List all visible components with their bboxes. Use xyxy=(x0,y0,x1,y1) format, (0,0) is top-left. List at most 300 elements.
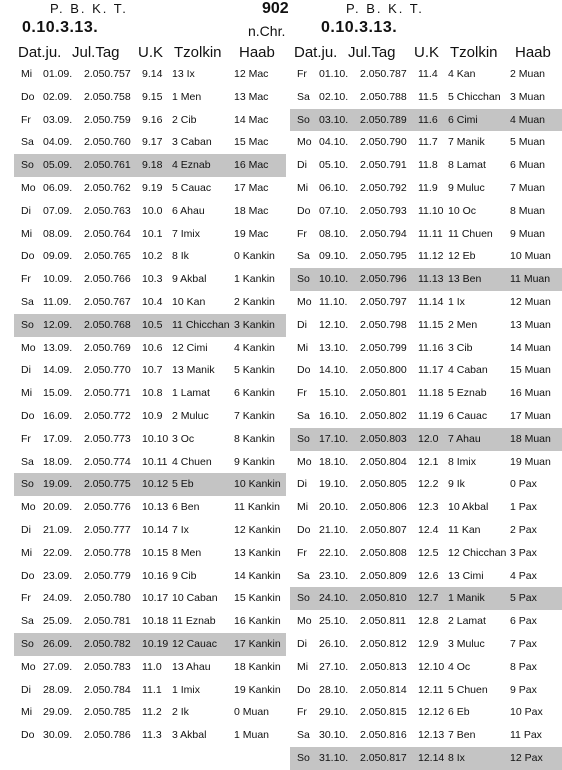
uk-value: 10.3 xyxy=(142,273,163,286)
weekday: Mi xyxy=(297,181,309,194)
header-date: Dat.ju. xyxy=(294,44,338,61)
haab-value: 18 Muan xyxy=(510,432,551,445)
weekday: Do xyxy=(21,250,35,263)
uk-value: 10.14 xyxy=(142,523,169,536)
tzolkin-value: 3 Akbal xyxy=(172,729,207,742)
date: 29.09. xyxy=(43,706,73,719)
date: 04.09. xyxy=(43,136,73,149)
weekday: Fr xyxy=(297,227,307,240)
table-row xyxy=(290,473,562,496)
weekday: Sa xyxy=(297,729,310,742)
julian-day: 2.050.782 xyxy=(84,637,131,650)
date: 06.10. xyxy=(319,181,349,194)
tzolkin-value: 8 Ik xyxy=(172,250,189,263)
date: 02.09. xyxy=(43,90,73,103)
weekday: Di xyxy=(21,204,31,217)
table-row-sunday xyxy=(290,109,562,132)
weekday: Mo xyxy=(21,181,36,194)
julian-day: 2.050.771 xyxy=(84,387,131,400)
table-row xyxy=(14,131,286,154)
weekday: Mi xyxy=(21,387,33,400)
weekday: So xyxy=(297,113,310,126)
weekday: Mi xyxy=(21,546,33,559)
haab-value: 7 Pax xyxy=(510,637,537,650)
date: 24.10. xyxy=(319,592,349,605)
julian-day: 2.050.807 xyxy=(360,523,407,536)
julian-day: 2.050.786 xyxy=(84,729,131,742)
uk-value: 11.6 xyxy=(418,113,438,126)
table-row xyxy=(14,63,286,86)
weekday: Do xyxy=(297,523,311,536)
julian-day: 2.050.778 xyxy=(84,546,131,559)
haab-value: 9 Kankin xyxy=(234,455,275,468)
date: 08.10. xyxy=(319,227,349,240)
uk-value: 11.12 xyxy=(418,250,444,263)
tzolkin-value: 8 Imix xyxy=(448,455,477,468)
haab-value: 12 Mac xyxy=(234,68,269,80)
uk-value: 11.9 xyxy=(418,181,438,194)
header-uk: U.K xyxy=(138,44,164,61)
haab-value: 7 Muan xyxy=(510,181,546,194)
weekday: Di xyxy=(21,364,31,377)
weekday: Mo xyxy=(21,660,36,673)
table-row xyxy=(14,200,286,223)
uk-value: 11.0 xyxy=(142,660,162,673)
table-row xyxy=(14,223,286,246)
weekday: So xyxy=(21,318,34,331)
weekday: Mi xyxy=(297,341,309,354)
tzolkin-value: 5 Eznab xyxy=(448,387,487,400)
julian-day: 2.050.781 xyxy=(84,615,131,628)
uk-value: 10.15 xyxy=(142,546,169,559)
uk-value: 10.0 xyxy=(142,204,163,217)
tzolkin-value: 4 Chuen xyxy=(172,455,212,468)
date: 14.09. xyxy=(43,364,73,377)
table-row xyxy=(14,109,286,132)
tzolkin-value: 4 Caban xyxy=(448,364,488,377)
september-table xyxy=(14,43,286,747)
tzolkin-value: 6 Ben xyxy=(172,501,200,514)
haab-value: 16 Kankin xyxy=(234,615,281,628)
date: 12.09. xyxy=(43,318,73,331)
tzolkin-value: 5 Chuen xyxy=(448,683,488,696)
table-row xyxy=(14,542,286,565)
table-row xyxy=(14,405,286,428)
julian-day: 2.050.773 xyxy=(84,432,131,445)
table-row-sunday xyxy=(290,587,562,610)
tzolkin-value: 7 Ahau xyxy=(448,432,481,445)
tzolkin-value: 2 Cib xyxy=(172,113,197,126)
uk-value: 10.8 xyxy=(142,387,163,400)
table-row xyxy=(290,724,562,747)
tzolkin-value: 13 Manik xyxy=(172,364,215,377)
uk-value: 10.5 xyxy=(142,318,163,331)
uk-value: 12.6 xyxy=(418,569,439,582)
julian-day: 2.050.788 xyxy=(360,90,407,103)
weekday: Di xyxy=(21,683,31,696)
julian-day: 2.050.759 xyxy=(84,113,131,126)
tzolkin-value: 7 Ben xyxy=(448,729,476,742)
haab-value: 15 Kankin xyxy=(234,592,281,605)
julian-day: 2.050.777 xyxy=(84,523,131,536)
uk-value: 11.10 xyxy=(418,204,444,217)
date: 14.10. xyxy=(319,364,349,377)
tzolkin-value: 5 Chicchan xyxy=(448,90,501,103)
julian-day: 2.050.816 xyxy=(360,729,407,742)
uk-value: 11.4 xyxy=(418,68,438,80)
julian-day: 2.050.793 xyxy=(360,204,407,217)
haab-value: 12 Pax xyxy=(510,751,543,764)
haab-value: 1 Kankin xyxy=(234,273,275,286)
date: 11.09. xyxy=(43,295,72,308)
weekday: Sa xyxy=(21,615,34,628)
weekday: Mo xyxy=(297,295,312,308)
uk-value: 9.17 xyxy=(142,136,163,149)
date: 10.10. xyxy=(319,273,349,286)
julian-day: 2.050.814 xyxy=(360,683,407,696)
julian-day: 2.050.766 xyxy=(84,273,131,286)
tzolkin-value: 6 Ahau xyxy=(172,204,205,217)
weekday: Mo xyxy=(297,455,312,468)
weekday: Fr xyxy=(297,387,307,400)
date: 31.10. xyxy=(319,751,349,764)
date: 26.09. xyxy=(43,637,73,650)
uk-value: 9.15 xyxy=(142,90,163,103)
date: 16.09. xyxy=(43,409,73,422)
uk-value: 11.1 xyxy=(142,683,162,696)
uk-value: 10.4 xyxy=(142,295,163,308)
date: 01.09. xyxy=(43,68,73,80)
table-row xyxy=(14,337,286,360)
julian-day: 2.050.783 xyxy=(84,660,131,673)
uk-value: 12.8 xyxy=(418,615,439,628)
september-rows xyxy=(14,63,286,747)
table-row xyxy=(14,428,286,451)
date: 11.10. xyxy=(319,295,348,308)
date: 06.09. xyxy=(43,181,73,194)
haab-value: 3 Kankin xyxy=(234,318,275,331)
haab-value: 18 Kankin xyxy=(234,660,281,673)
haab-value: 18 Mac xyxy=(234,204,269,217)
uk-value: 10.1 xyxy=(142,227,163,240)
weekday: Di xyxy=(297,478,307,491)
weekday: Sa xyxy=(21,136,34,149)
julian-day: 2.050.796 xyxy=(360,273,407,286)
tzolkin-value: 6 Eb xyxy=(448,706,470,719)
table-row-sunday xyxy=(14,314,286,337)
julian-day: 2.050.815 xyxy=(360,706,407,719)
julian-day: 2.050.800 xyxy=(360,364,407,377)
tzolkin-value: 3 Oc xyxy=(172,432,195,445)
header-haab: Haab xyxy=(239,44,275,61)
date: 10.09. xyxy=(43,273,73,286)
weekday: Sa xyxy=(297,250,310,263)
uk-value: 12.11 xyxy=(418,683,444,696)
julian-day: 2.050.768 xyxy=(84,318,131,331)
table-row xyxy=(290,451,562,474)
julian-day: 2.050.811 xyxy=(360,615,406,628)
weekday: Sa xyxy=(297,90,310,103)
table-row-sunday xyxy=(14,473,286,496)
uk-value: 11.7 xyxy=(418,136,438,149)
haab-value: 2 Pax xyxy=(510,523,537,536)
tzolkin-value: 13 Ix xyxy=(172,68,195,80)
table-row xyxy=(290,63,562,86)
haab-value: 3 Muan xyxy=(510,90,546,103)
julian-day: 2.050.804 xyxy=(360,455,407,468)
julian-day: 2.050.787 xyxy=(360,68,407,80)
uk-value: 12.0 xyxy=(418,432,439,445)
uk-value: 12.12 xyxy=(418,706,445,719)
julian-day: 2.050.757 xyxy=(84,68,131,80)
haab-value: 1 Pax xyxy=(510,501,537,514)
julian-day: 2.050.763 xyxy=(84,204,131,217)
table-row xyxy=(290,200,562,223)
weekday: Do xyxy=(297,364,311,377)
tzolkin-value: 1 Imix xyxy=(172,683,201,696)
table-row-sunday xyxy=(290,428,562,451)
tzolkin-value: 1 Ix xyxy=(448,295,465,308)
tzolkin-value: 13 Ahau xyxy=(172,660,211,673)
uk-value: 11.19 xyxy=(418,409,444,422)
julian-day: 2.050.801 xyxy=(360,387,407,400)
julian-day: 2.050.765 xyxy=(84,250,131,263)
tzolkin-value: 1 Men xyxy=(172,90,202,103)
julian-day: 2.050.760 xyxy=(84,136,131,149)
date: 16.10. xyxy=(319,409,349,422)
weekday: Fr xyxy=(21,113,31,126)
table-row xyxy=(14,86,286,109)
tzolkin-value: 10 Akbal xyxy=(448,501,489,514)
tzolkin-value: 9 Ik xyxy=(448,478,465,491)
haab-value: 13 Mac xyxy=(234,90,269,103)
date: 20.09. xyxy=(43,501,73,514)
haab-value: 5 Muan xyxy=(510,136,546,149)
tzolkin-value: 4 Oc xyxy=(448,660,471,673)
tzolkin-value: 12 Eb xyxy=(448,250,476,263)
table-row xyxy=(290,633,562,656)
table-row xyxy=(290,223,562,246)
table-row xyxy=(14,565,286,588)
julian-day: 2.050.772 xyxy=(84,409,131,422)
haab-value: 14 Muan xyxy=(510,341,551,354)
date: 03.10. xyxy=(319,113,349,126)
table-row-sunday xyxy=(290,747,562,770)
date: 30.10. xyxy=(319,729,349,742)
haab-value: 2 Kankin xyxy=(234,295,275,308)
tzolkin-value: 2 Lamat xyxy=(448,615,486,628)
date: 07.09. xyxy=(43,204,73,217)
weekday: Mi xyxy=(21,706,33,719)
julian-day: 2.050.785 xyxy=(84,706,131,719)
haab-value: 4 Muan xyxy=(510,113,546,126)
table-row xyxy=(290,382,562,405)
haab-value: 12 Muan xyxy=(510,295,551,308)
haab-value: 14 Kankin xyxy=(234,569,281,582)
tzolkin-value: 1 Manik xyxy=(448,592,485,605)
julian-day: 2.050.797 xyxy=(360,295,407,308)
weekday: Do xyxy=(297,683,311,696)
haab-value: 15 Mac xyxy=(234,136,269,149)
table-row xyxy=(14,451,286,474)
haab-value: 3 Pax xyxy=(510,546,537,559)
header-julian-day: Jul.Tag xyxy=(72,44,120,61)
tzolkin-value: 7 Ix xyxy=(172,523,189,536)
uk-value: 10.9 xyxy=(142,409,163,422)
tzolkin-value: 9 Akbal xyxy=(172,273,207,286)
julian-day: 2.050.798 xyxy=(360,318,407,331)
julian-day: 2.050.784 xyxy=(84,683,131,696)
table-row xyxy=(14,496,286,519)
date: 29.10. xyxy=(319,706,349,719)
weekday: Di xyxy=(297,159,307,172)
weekday: Sa xyxy=(297,409,310,422)
table-row xyxy=(290,86,562,109)
haab-value: 6 Pax xyxy=(510,615,537,628)
tzolkin-value: 5 Eb xyxy=(172,478,194,491)
uk-value: 10.19 xyxy=(142,637,169,650)
julian-day: 2.050.779 xyxy=(84,569,131,582)
julian-day: 2.050.810 xyxy=(360,592,407,605)
uk-value: 10.16 xyxy=(142,569,169,582)
haab-value: 5 Pax xyxy=(510,592,537,605)
uk-value: 10.11 xyxy=(142,455,168,468)
haab-value: 11 Pax xyxy=(510,729,542,742)
tzolkin-value: 11 Chuen xyxy=(448,227,493,240)
uk-value: 11.17 xyxy=(418,364,444,377)
table-row xyxy=(290,610,562,633)
tzolkin-value: 9 Muluc xyxy=(448,181,485,194)
tzolkin-value: 13 Cimi xyxy=(448,569,484,582)
table-row xyxy=(290,405,562,428)
uk-value: 11.16 xyxy=(418,341,444,354)
uk-value: 10.12 xyxy=(142,478,169,491)
weekday: Do xyxy=(21,409,35,422)
haab-value: 5 Kankin xyxy=(234,364,275,377)
haab-value: 9 Muan xyxy=(510,227,546,240)
weekday: Mo xyxy=(21,501,36,514)
uk-value: 11.15 xyxy=(418,318,444,331)
table-row xyxy=(290,131,562,154)
table-row xyxy=(14,245,286,268)
date: 24.09. xyxy=(43,592,73,605)
table-row xyxy=(290,565,562,588)
uk-value: 10.17 xyxy=(142,592,169,605)
uk-value: 12.2 xyxy=(418,478,439,491)
julian-day: 2.050.762 xyxy=(84,181,131,194)
haab-value: 9 Pax xyxy=(510,683,537,696)
uk-value: 12.7 xyxy=(418,592,439,605)
weekday: Sa xyxy=(21,295,34,308)
date: 15.10. xyxy=(319,387,349,400)
uk-value: 12.9 xyxy=(418,637,439,650)
right-long-count: 0.10.3.13. xyxy=(321,19,398,36)
tzolkin-value: 1 Lamat xyxy=(172,387,210,400)
table-row xyxy=(14,382,286,405)
julian-day: 2.050.791 xyxy=(360,159,407,172)
haab-value: 11 Muan xyxy=(510,273,551,286)
julian-day: 2.050.774 xyxy=(84,455,131,468)
header-tzolkin: Tzolkin xyxy=(174,44,222,61)
table-row xyxy=(290,177,562,200)
tzolkin-value: 7 Imix xyxy=(172,227,201,240)
weekday: Fr xyxy=(21,273,31,286)
table-row xyxy=(290,359,562,382)
uk-value: 10.6 xyxy=(142,341,163,354)
julian-day: 2.050.813 xyxy=(360,660,407,673)
haab-value: 6 Kankin xyxy=(234,387,275,400)
table-row xyxy=(290,314,562,337)
date: 18.09. xyxy=(43,455,73,468)
october-column-headers xyxy=(290,43,562,63)
julian-day: 2.050.764 xyxy=(84,227,131,240)
julian-day: 2.050.780 xyxy=(84,592,131,605)
tzolkin-value: 12 Cimi xyxy=(172,341,208,354)
date: 23.10. xyxy=(319,569,349,582)
date: 12.10. xyxy=(319,318,349,331)
weekday: Mo xyxy=(297,136,312,149)
julian-day: 2.050.790 xyxy=(360,136,407,149)
tzolkin-value: 6 Cimi xyxy=(448,113,478,126)
date: 01.10. xyxy=(319,68,349,80)
haab-value: 0 Kankin xyxy=(234,250,275,263)
date: 07.10. xyxy=(319,204,349,217)
date: 17.09. xyxy=(43,432,73,445)
tzolkin-value: 7 Manik xyxy=(448,136,485,149)
left-pbkt-label: P. B. K. T. xyxy=(50,1,128,16)
weekday: Sa xyxy=(21,455,34,468)
date: 27.10. xyxy=(319,660,349,673)
haab-value: 16 Muan xyxy=(510,387,551,400)
table-row xyxy=(14,291,286,314)
uk-value: 11.11 xyxy=(418,227,443,240)
uk-value: 12.14 xyxy=(418,751,445,764)
weekday: So xyxy=(297,751,310,764)
uk-value: 12.4 xyxy=(418,523,439,536)
table-row xyxy=(14,724,286,747)
uk-value: 9.16 xyxy=(142,113,163,126)
tzolkin-value: 2 Ik xyxy=(172,706,189,719)
uk-value: 12.3 xyxy=(418,501,439,514)
julian-day: 2.050.792 xyxy=(360,181,407,194)
table-row xyxy=(14,268,286,291)
era-label: n.Chr. xyxy=(248,23,286,39)
uk-value: 9.18 xyxy=(142,159,163,172)
haab-value: 19 Mac xyxy=(234,227,269,240)
uk-value: 10.18 xyxy=(142,615,169,628)
haab-value: 6 Muan xyxy=(510,159,546,172)
haab-value: 0 Muan xyxy=(234,706,270,719)
tzolkin-value: 9 Cib xyxy=(172,569,197,582)
uk-value: 11.18 xyxy=(418,387,444,400)
header-haab: Haab xyxy=(515,44,551,61)
october-rows xyxy=(290,63,562,770)
table-row xyxy=(290,542,562,565)
tzolkin-value: 4 Eznab xyxy=(172,159,211,172)
table-row xyxy=(14,656,286,679)
haab-value: 10 Pax xyxy=(510,706,543,719)
weekday: Fr xyxy=(21,592,31,605)
haab-value: 7 Kankin xyxy=(234,409,275,422)
haab-value: 17 Muan xyxy=(510,409,551,422)
haab-value: 19 Muan xyxy=(510,455,551,468)
haab-value: 13 Kankin xyxy=(234,546,281,559)
weekday: Fr xyxy=(297,706,307,719)
haab-value: 4 Pax xyxy=(510,569,537,582)
julian-day: 2.050.809 xyxy=(360,569,407,582)
year-heading: 902 xyxy=(262,0,289,17)
left-long-count: 0.10.3.13. xyxy=(22,19,99,36)
